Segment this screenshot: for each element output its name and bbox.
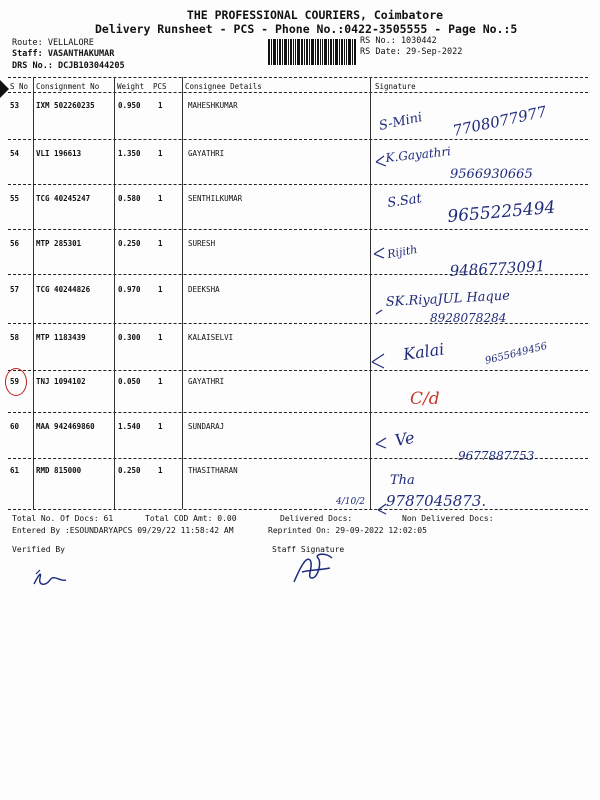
- pcs: 1: [158, 239, 163, 248]
- row-no: 56: [10, 239, 20, 248]
- hw-r61-phone: 9787045873.: [386, 492, 487, 510]
- pcs: 1: [158, 194, 163, 203]
- entered-by: Entered By :ESOUNDARYAPCS 09/29/22 11:58:42 AM: [12, 526, 234, 535]
- non-delivered-docs: Non Delivered Docs:: [402, 514, 494, 523]
- consignment-no: MTP 285301: [36, 239, 82, 248]
- route-info: Route: VELLALORE: [12, 38, 94, 48]
- pcs: 1: [158, 377, 163, 386]
- consignment-no: TCG 40244826: [36, 285, 91, 294]
- pcs: 1: [158, 285, 163, 294]
- reprinted-on: Reprinted On: 29-09-2022 12:02:05: [268, 526, 427, 535]
- weight: 0.970: [118, 285, 141, 294]
- col-header-no: S No: [10, 82, 29, 91]
- consignee-name: SENTHILKUMAR: [188, 194, 243, 203]
- row-no: 57: [10, 285, 20, 294]
- hw-r53-phone: 7708077977: [451, 102, 549, 140]
- weight: 0.250: [118, 466, 141, 475]
- staff-signature-mark: [288, 548, 338, 588]
- consignee-name: SURESH: [188, 239, 216, 248]
- weight: 0.950: [118, 101, 141, 110]
- weight: 1.540: [118, 422, 141, 431]
- arrow-marker-icon: [0, 80, 9, 98]
- column-divider: [182, 77, 183, 509]
- row-no: 60: [10, 422, 20, 431]
- hw-r61-name: Tha: [390, 473, 415, 488]
- col-header-pcs: PCS: [153, 82, 167, 91]
- row-no: 58: [10, 333, 20, 342]
- weight: 1.350: [118, 149, 141, 158]
- col-header-signature: Signature: [375, 82, 416, 91]
- consignee-name: GAYATHRI: [188, 149, 225, 158]
- barcode-image: [268, 39, 356, 65]
- hw-r55-phone: 9655225494: [446, 197, 557, 227]
- column-divider: [114, 77, 115, 509]
- consignment-no: MAA 942469860: [36, 422, 95, 431]
- company-title: THE PROFESSIONAL COURIERS, Coimbatore: [186, 8, 444, 22]
- weight: 0.250: [118, 239, 141, 248]
- pcs: 1: [158, 333, 163, 342]
- staff-signature-label: Staff Signature: [272, 545, 345, 554]
- consignment-no: MTP 1183439: [36, 333, 86, 342]
- weight: 0.300: [118, 333, 141, 342]
- staff-info: Staff: VASANTHAKUMAR: [12, 49, 115, 59]
- hw-r60-phone: 9677887753: [458, 449, 535, 463]
- hw-r58-name: Kalai: [401, 339, 446, 364]
- column-divider: [33, 77, 34, 509]
- verified-by-label: Verified By: [12, 545, 65, 554]
- row-no: 59: [10, 377, 20, 386]
- consignee-name: KALAISELVI: [188, 333, 234, 342]
- pcs: 1: [158, 149, 163, 158]
- total-cod: Total COD Amt: 0.00: [145, 514, 237, 523]
- pcs: 1: [158, 466, 163, 475]
- hw-r54-phone: 9566930665: [450, 167, 533, 182]
- hw-r56-name: Rijith: [386, 242, 419, 261]
- row-no: 53: [10, 101, 20, 110]
- col-header-weight: Weight: [117, 82, 145, 91]
- hw-r56-phone: 9486773091: [449, 257, 546, 280]
- consignment-no: IXM 502260235: [36, 101, 95, 110]
- consignee-name: THASITHARAN: [188, 466, 238, 475]
- consignment-no: VLI 196613: [36, 149, 82, 158]
- table-top-rule: [8, 77, 588, 78]
- hw-r55-name: S.Sat: [386, 191, 423, 211]
- consignee-name: DEEKSHA: [188, 285, 220, 294]
- hw-r57-name: SK.RiyaJUL Haque: [385, 288, 511, 310]
- hw-r61-date: 4/10/2: [336, 497, 365, 507]
- row-no: 55: [10, 194, 20, 203]
- consignment-no: TNJ 1094102: [36, 377, 86, 386]
- hw-r59-mark: C/d: [410, 389, 440, 409]
- total-docs: Total No. Of Docs: 61: [12, 514, 114, 523]
- verifier-signature-mark: [30, 566, 70, 590]
- hw-r54-name: K.Gayathri: [384, 144, 452, 165]
- rs-date: RS Date: 29-Sep-2022: [360, 47, 463, 57]
- delivered-docs: Delivered Docs:: [280, 514, 353, 523]
- pcs: 1: [158, 101, 163, 110]
- consignment-no: TCG 40245247: [36, 194, 91, 203]
- consignee-name: GAYATHRI: [188, 377, 225, 386]
- hw-r58-phone: 9655649456: [484, 340, 549, 367]
- hw-r60-name: Ve: [393, 427, 416, 450]
- pcs: 1: [158, 422, 163, 431]
- consignment-no: RMD 815000: [36, 466, 82, 475]
- weight: 0.580: [118, 194, 141, 203]
- drs-number: DRS No.: DCJB103044205: [12, 61, 125, 71]
- weight: 0.050: [118, 377, 141, 386]
- row-no: 61: [10, 466, 20, 475]
- consignee-name: SUNDARAJ: [188, 422, 225, 431]
- handwritten-signatures: [336, 92, 590, 512]
- consignee-name: MAHESHKUMAR: [188, 101, 238, 110]
- col-header-consignee: Consignee Details: [185, 82, 262, 91]
- hw-r57-phone: 8928078284: [430, 311, 507, 325]
- hw-r53-name: S-Mini: [377, 110, 424, 134]
- runsheet-subtitle: Delivery Runsheet - PCS - Phone No.:0422-3505555 - Page No.:5: [95, 22, 518, 36]
- col-header-consignment: Consignment No: [36, 82, 100, 91]
- row-no: 54: [10, 149, 20, 158]
- rs-number: RS No.: 1030442: [360, 36, 437, 46]
